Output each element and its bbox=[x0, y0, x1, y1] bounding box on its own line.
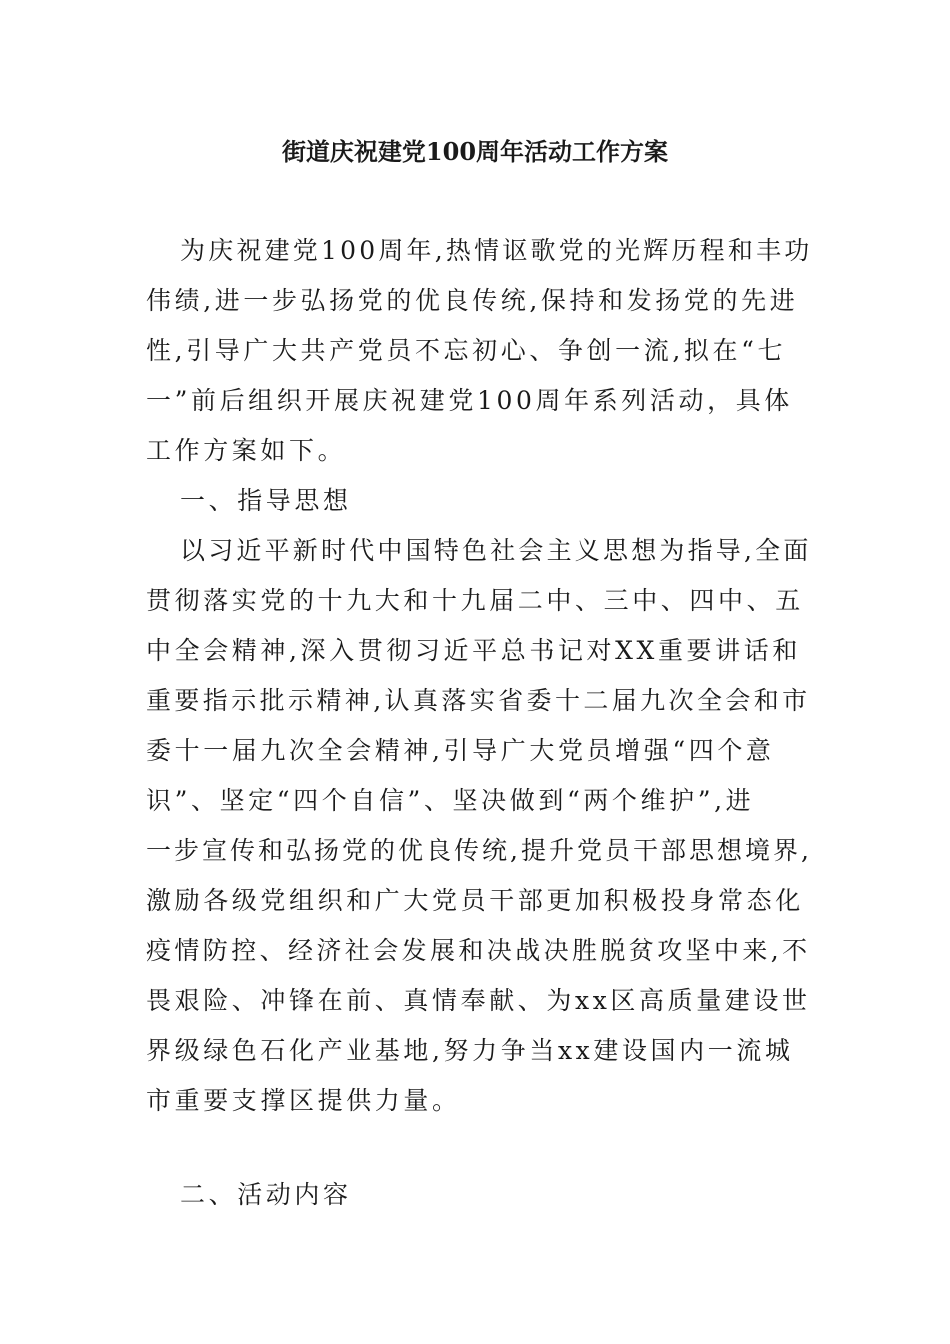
paragraph-line: 性,引导广大共产党员不忘初心、争创一流,拟在“七 bbox=[146, 336, 787, 365]
paragraph-line: 以习近平新时代中国特色社会主义思想为指导,全面 bbox=[180, 536, 812, 565]
paragraph-line: 工作方案如下。 bbox=[146, 436, 347, 465]
paragraph-line: 激励各级党组织和广大党员干部更加积极投身常态化 bbox=[146, 886, 804, 915]
paragraph-line: 识”、坚定“四个自信”、坚决做到“两个维护”,进 bbox=[146, 786, 755, 815]
paragraph-line: 为庆祝建党100周年,热情讴歌党的光辉历程和丰功 bbox=[180, 236, 813, 265]
section-heading: 一、指导思想 bbox=[180, 486, 352, 515]
document-title: 街道庆祝建党100周年活动工作方案 bbox=[281, 137, 669, 166]
paragraph-line: 畏艰险、冲锋在前、真情奉献、为xx区高质量建设世 bbox=[146, 986, 811, 1015]
paragraph-line: 重要指示批示精神,认真落实省委十二届九次全会和市 bbox=[146, 686, 811, 715]
paragraph-line: 市重要支撑区提供力量。 bbox=[146, 1086, 461, 1115]
section-heading: 二、活动内容 bbox=[180, 1180, 352, 1209]
paragraph-line: 贯彻落实党的十九大和十九届二中、三中、四中、五 bbox=[146, 586, 804, 615]
paragraph-line: 委十一届九次全会精神,引导广大党员增强“四个意 bbox=[146, 736, 775, 765]
paragraph-line: 一”前后组织开展庆祝建党100周年系列活动，具体 bbox=[146, 386, 793, 415]
paragraph-line: 伟绩,进一步弘扬党的优良传统,保持和发扬党的先进 bbox=[146, 286, 799, 315]
paragraph-line: 一步宣传和弘扬党的优良传统,提升党员干部思想境界, bbox=[146, 836, 812, 865]
paragraph-line: 中全会精神,深入贯彻习近平总书记对XX重要讲话和 bbox=[146, 636, 801, 665]
paragraph-line: 疫情防控、经济社会发展和决战决胜脱贫攻坚中来,不 bbox=[146, 936, 811, 965]
paragraph-line: 界级绿色石化产业基地,努力争当xx建设国内一流城 bbox=[146, 1036, 794, 1065]
